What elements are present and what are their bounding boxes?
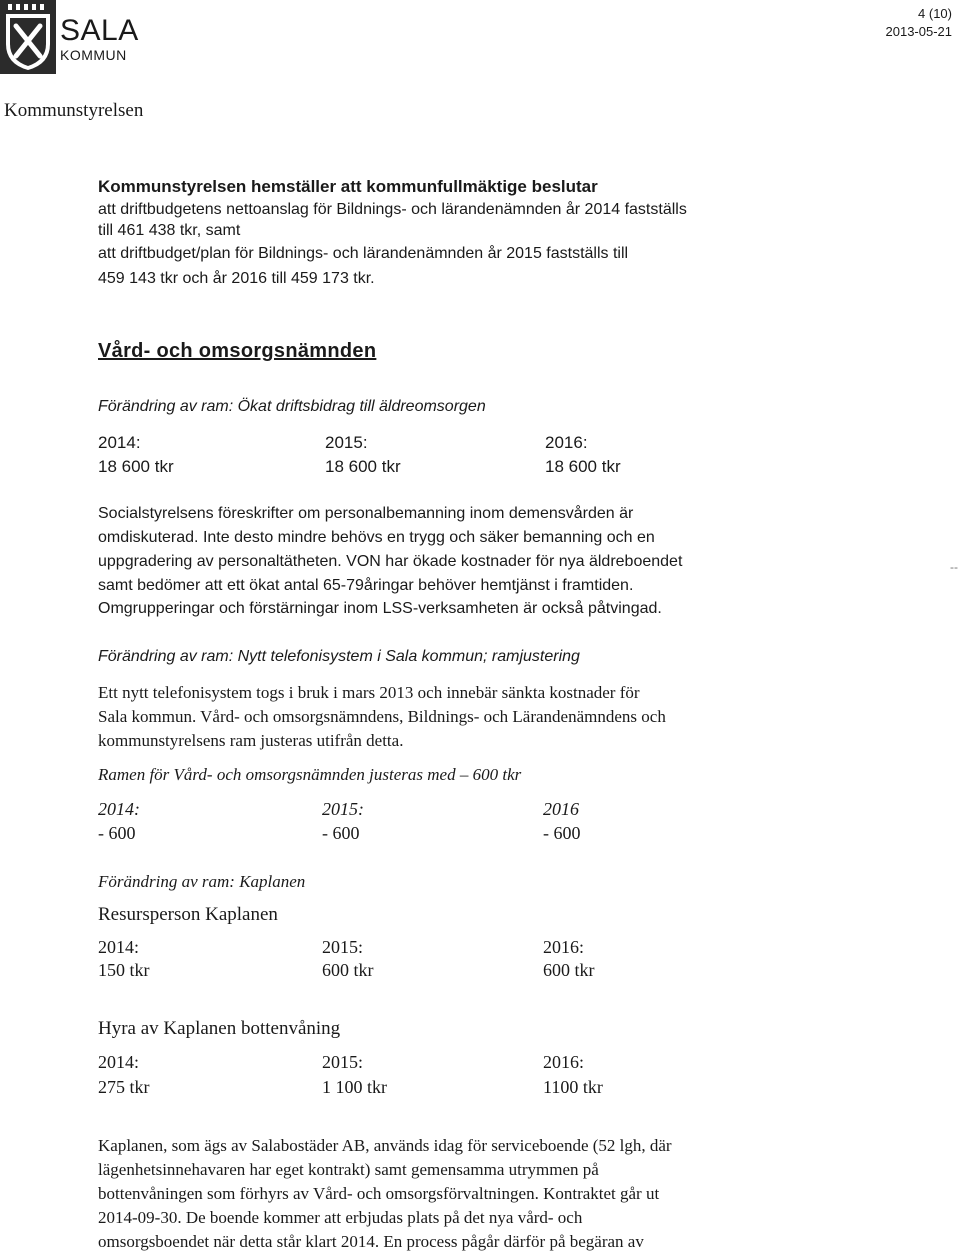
- amount-value: 18 600 tkr: [98, 457, 174, 476]
- document-date: 2013-05-21: [885, 24, 952, 39]
- paragraph-line: lägenhetsinnehavaren har eget kontrakt) samt gemensamma utrymmen på: [98, 1160, 599, 1179]
- year-label: 2014:: [98, 1052, 140, 1072]
- change-title: Förändring av ram: Ökat driftsbidrag till äldreomsorgen: [98, 398, 486, 415]
- sala-kommun-logo: [0, 0, 56, 74]
- ks-line: att driftbudgetens nettoanslag för Bildnings- och lärandenämnden år 2014 fastställs: [98, 201, 687, 218]
- paragraph-line: Omgrupperingar och förstärningar inom LSS-verksamheten är också påtvingad.: [98, 600, 662, 617]
- change-title: Förändring av ram: Nytt telefonisystem i Sala kommun; ramjustering: [98, 648, 580, 665]
- adjust-title: Ramen för Vård- och omsorgsnämnden justeras med – 600 tkr: [98, 765, 522, 784]
- year-label: 2016:: [545, 433, 588, 452]
- page-number: 4 (10): [918, 6, 952, 21]
- subheading: Hyra av Kaplanen bottenvåning: [98, 1018, 341, 1039]
- ks-title: Kommunstyrelsen hemställer att kommunfullmäktige beslutar: [98, 177, 598, 196]
- amount-value: 600 tkr: [543, 960, 595, 980]
- amount-value: 275 tkr: [98, 1077, 150, 1097]
- year-label: 2016: [543, 799, 579, 819]
- paragraph-line: Kaplanen, som ägs av Salabostäder AB, används idag för serviceboende (52 lgh, där: [98, 1136, 672, 1155]
- paragraph-line: omdiskuterad. Inte desto mindre behövs en trygg och säker bemanning och en: [98, 529, 655, 546]
- change-title: Förändring av ram: Kaplanen: [98, 872, 306, 891]
- amount-value: - 600: [543, 823, 581, 843]
- ks-line: 459 143 tkr och år 2016 till 459 173 tkr.: [98, 270, 375, 287]
- amount-value: 18 600 tkr: [545, 457, 621, 476]
- year-label: 2014:: [98, 799, 140, 819]
- amount-value: 18 600 tkr: [325, 457, 401, 476]
- amount-value: 150 tkr: [98, 960, 150, 980]
- year-label: 2016:: [543, 937, 585, 957]
- logo-wordmark: [60, 16, 139, 62]
- ks-line: att driftbudget/plan för Bildnings- och lärandenämnden år 2015 fastställs till: [98, 245, 629, 262]
- paragraph-line: bottenvåningen som förhyrs av Vård- och omsorgsförvaltningen. Kontraktet går ut: [98, 1184, 660, 1203]
- paragraph-line: Ett nytt telefonisystem togs i bruk i mars 2013 och innebär sänkta kostnader för: [98, 683, 640, 702]
- paragraph-line: uppgradering av personaltätheten. VON har ökade kostnader för nya äldreboendet: [98, 553, 683, 570]
- logo-subtitle: KOMMUN: [60, 47, 127, 63]
- amount-value: 600 tkr: [322, 960, 374, 980]
- paragraph-line: Socialstyrelsens föreskrifter om personalbemanning inom demensvården är: [98, 505, 634, 522]
- ks-line: till 461 438 tkr, samt: [98, 222, 241, 239]
- amount-value: - 600: [322, 823, 360, 843]
- paragraph-line: samt bedömer att ett ökat antal 65-79åringar behöver hemtjänst i framtiden.: [98, 577, 634, 594]
- amount-value: 1 100 tkr: [322, 1077, 387, 1097]
- paragraph-line: Sala kommun. Vård- och omsorgsnämndens, Bildnings- och Lärandenämndens och: [98, 707, 666, 726]
- margin-mark: --: [950, 560, 958, 574]
- amount-value: 1100 tkr: [543, 1077, 603, 1097]
- year-label: 2016:: [543, 1052, 585, 1072]
- year-label: 2015:: [322, 937, 364, 957]
- year-label: 2015:: [325, 433, 368, 452]
- paragraph-line: omsorgsboendet när detta står klart 2014. En process pågår därför på begäran av: [98, 1232, 644, 1251]
- year-label: 2015:: [322, 1052, 364, 1072]
- logo-name: SALA: [60, 14, 139, 47]
- year-label: 2014:: [98, 937, 140, 957]
- department-label: Kommunstyrelsen: [4, 100, 144, 121]
- section-heading: Vård- och omsorgsnämnden: [98, 340, 377, 362]
- amount-value: - 600: [98, 823, 136, 843]
- year-label: 2015:: [322, 799, 364, 819]
- year-label: 2014:: [98, 433, 141, 452]
- subheading: Resursperson Kaplanen: [98, 904, 278, 925]
- paragraph-line: kommunstyrelsens ram justeras utifrån detta.: [98, 731, 404, 750]
- paragraph-line: 2014-09-30. De boende kommer att erbjudas plats på det nya vård- och: [98, 1208, 583, 1227]
